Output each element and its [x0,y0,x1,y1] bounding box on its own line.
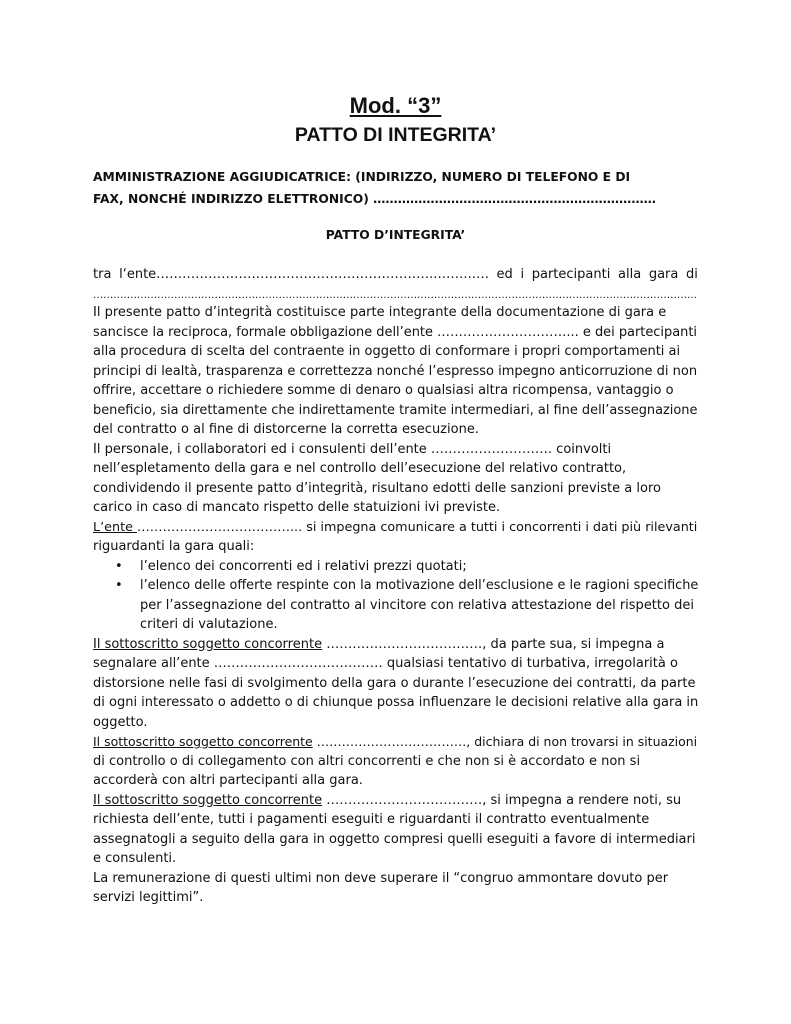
intro-word: partecipanti [531,267,611,282]
admin-line-2: FAX, NONCHÉ INDIRIZZO ELETTRONICO) …………………………………………………………… [93,192,656,206]
p4-line: distorsione nelle fasi di svolgimento della gara o durante l’esecuzione dei contratti, da parte [93,675,696,691]
bullet-item: criteri di valutazione. [140,617,278,632]
p5-line: accorderà con altri partecipanti alla gara. [93,773,363,788]
p4-text: ………………………………, da parte sua, si impegna a [322,636,665,652]
contracting-authority-heading [93,166,698,210]
p7-line: servizi legittimi”. [93,890,204,905]
p2-line: carico in caso di mancato rispetto delle statuizioni ivi previste. [93,500,501,515]
p4-line: segnalare all’ente ………………………………… qualsiasi tentativo di turbativa, irregolarità o [93,656,678,671]
intro-line-1 [93,265,698,284]
bullet-icon: • [115,578,123,593]
ente-underlined: L’ente [93,519,137,535]
concorrente-underlined: Il sottoscritto soggetto concorrente [93,734,313,749]
p7-line: La remunerazione di questi ultimi non deve superare il “congruo ammontare dovuto per [93,870,669,886]
intro-word: alla [618,267,642,282]
p6-line: assegnatogli a seguito della gara in oggetto compresi quelli eseguiti a favore di intermediari [93,831,696,847]
p6-line-1 [93,791,698,810]
p6-line: e consulenti. [93,851,177,866]
p3-line: riguardanti la gara quali: [93,539,255,554]
p5-line: di controllo o di collegamento con altri concorrenti e che non si è accordato e non si [93,753,641,769]
p1-line: alla procedura di scelta del contraente in oggetto di conformare i propri comportamenti ai [93,344,681,359]
intro-word: l‘ente………………………………………………………..……..…. [119,267,489,282]
document-title: PATTO DI INTEGRITA’ [294,124,497,146]
p1-line: beneficio, sia direttamente che indirettamente tramite intermediari, al fine dell’assegnazione [93,402,698,418]
concorrente-underlined: Il sottoscritto soggetto concorrente [93,636,323,652]
p2-line: condividendo il presente patto d’integrità, risultano edotti delle sanzioni previste a loro [93,480,661,496]
intro-word: i [520,267,525,282]
p4-line-1 [93,635,698,654]
intro-word: ed [496,267,513,282]
p3-line-1 [93,518,698,537]
admin-line-1 [93,166,698,188]
intro-word: tra [93,267,112,282]
bullet-item: l’elenco delle offerte respinte con la motivazione dell’esclusione e le ragioni specifiche [140,578,699,593]
p4-line: oggetto. [93,714,148,730]
p1-line: principi di lealtà, trasparenza e correttezza nonché l’espresso impegno anticorruzione di non [93,363,698,379]
concorrente-underlined: Il sottoscritto soggetto concorrente [93,792,323,808]
p3-text: ………………………………... si impegna comunicare a tutti i concorrenti i dati più rilevanti [136,519,698,535]
admin-line-1-text: AMMINISTRAZIONE AGGIUDICATRICE: (INDIRIZZO, NUMERO DI TELEFONO E DI [93,170,631,184]
p1-line: Il presente patto d’integrità costituisce parte integrante della documentazione di gara e [93,305,667,320]
p1-line: sancisce la reciproca, formale obbligazione dell’ente …………………………... e dei partecipanti [93,324,698,340]
model-title: Mod. “3” [349,93,442,118]
intro-word: gara [648,267,679,282]
p5-line-1 [93,732,698,751]
bullet-item: per l’assegnazione del contratto al vincitore con relativa attestazione del rispetto dei [140,597,694,613]
p1-line: del contratto o al fine di distorcerne la corretta esecuzione. [93,422,479,437]
p1-line: offrire, accettare o richiedere somme di denaro o qualsiasi altra ricompensa, vantaggio o [93,383,674,398]
p6-text: ………………………………, si impegna a rendere noti, su [322,792,682,808]
p5-text: ………………………………, dichiara di non trovarsi in situazioni [312,734,698,749]
p4-line: di ogni interessato o addetto o di chiunque possa influenzare le decisioni relative alla gara in [93,695,699,710]
p2-line: nell’espletamento della gara e nel controllo dell’esecuzione del relativo contratto, [93,461,627,476]
bullet-icon: • [115,558,123,574]
p6-line: richiesta dell’ente, tutti i pagamenti eseguiti e riguardanti il contratto eventualmente [93,812,650,827]
bullet-item: l’elenco dei concorrenti ed i relativi prezzi quotati; [140,558,467,574]
intro-word: di [686,267,698,282]
intro-line-2: …………………………………………………………………………………………………………………………………………………………….. [93,290,697,301]
p2-line: Il personale, i collaboratori ed i consulenti dell’ente ………………………. coinvolti [93,441,612,457]
section-title: PATTO D’INTEGRITA’ [325,228,466,242]
